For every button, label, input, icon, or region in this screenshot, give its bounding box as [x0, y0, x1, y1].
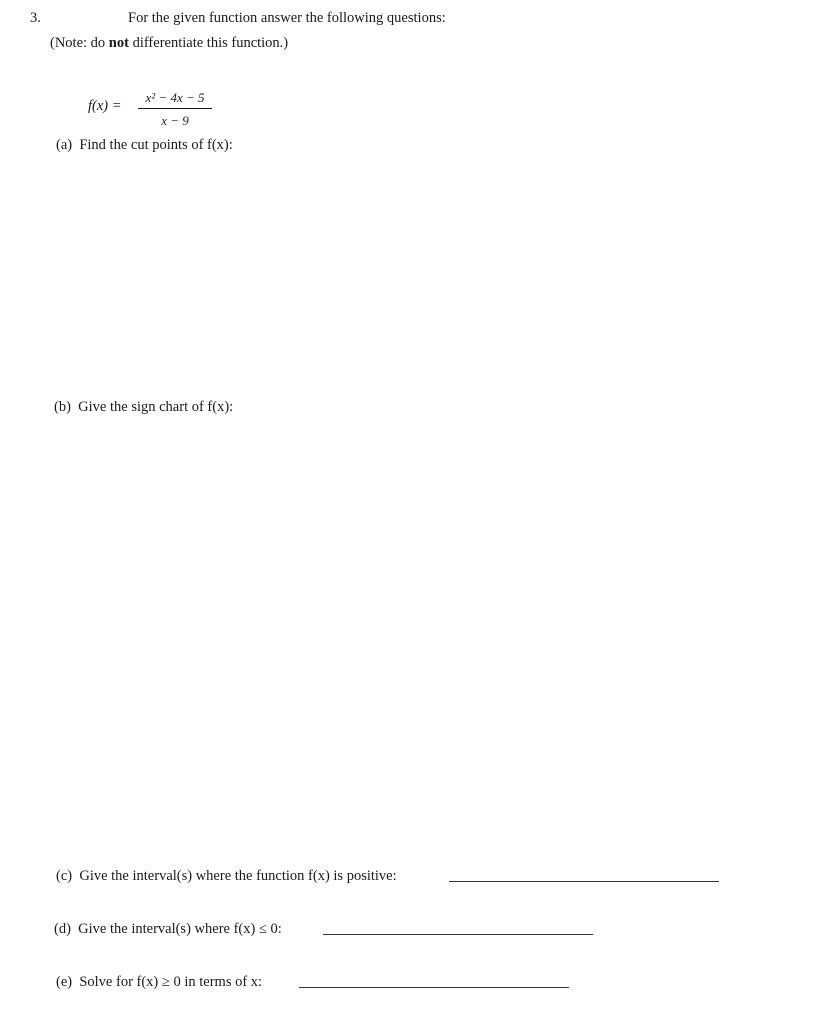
part-b-label: (b): [54, 399, 71, 415]
part-d-label: (d): [54, 921, 71, 937]
answer-line-c[interactable]: [449, 881, 719, 882]
part-e: [56, 974, 262, 991]
problem-intro: For the given function answer the following questions:: [128, 10, 446, 26]
part-c: [56, 868, 397, 885]
note-prefix: (Note: do: [50, 35, 109, 51]
problem-number: 3.: [30, 10, 41, 26]
part-b: [54, 399, 233, 416]
part-c-label: (c): [56, 868, 73, 884]
function-denominator: x − 9: [161, 113, 189, 128]
part-d: [54, 921, 282, 938]
note-suffix: differentiate this function.): [128, 35, 289, 51]
part-c-text: Give the interval(s) where the function f(x) is positive:: [79, 868, 397, 884]
fraction-bar: [138, 108, 212, 109]
part-d-text: Give the interval(s) where f(x) ≤ 0:: [78, 921, 282, 937]
part-a-text: Find the cut points of f(x):: [79, 137, 233, 153]
part-a: [56, 137, 233, 154]
answer-line-d[interactable]: [323, 934, 593, 935]
note-bold: not: [108, 35, 129, 51]
answer-line-e[interactable]: [299, 987, 569, 988]
function-lhs: f(x) =: [88, 98, 122, 114]
part-e-text: Solve for f(x) ≥ 0 in terms of x:: [79, 974, 263, 990]
function-fraction: [138, 88, 212, 130]
part-b-text: Give the sign chart of f(x):: [78, 399, 234, 415]
problem-note: [50, 35, 288, 52]
function-numerator: x² − 4x − 5: [145, 90, 205, 105]
part-e-label: (e): [56, 974, 73, 990]
part-a-label: (a): [56, 137, 73, 153]
